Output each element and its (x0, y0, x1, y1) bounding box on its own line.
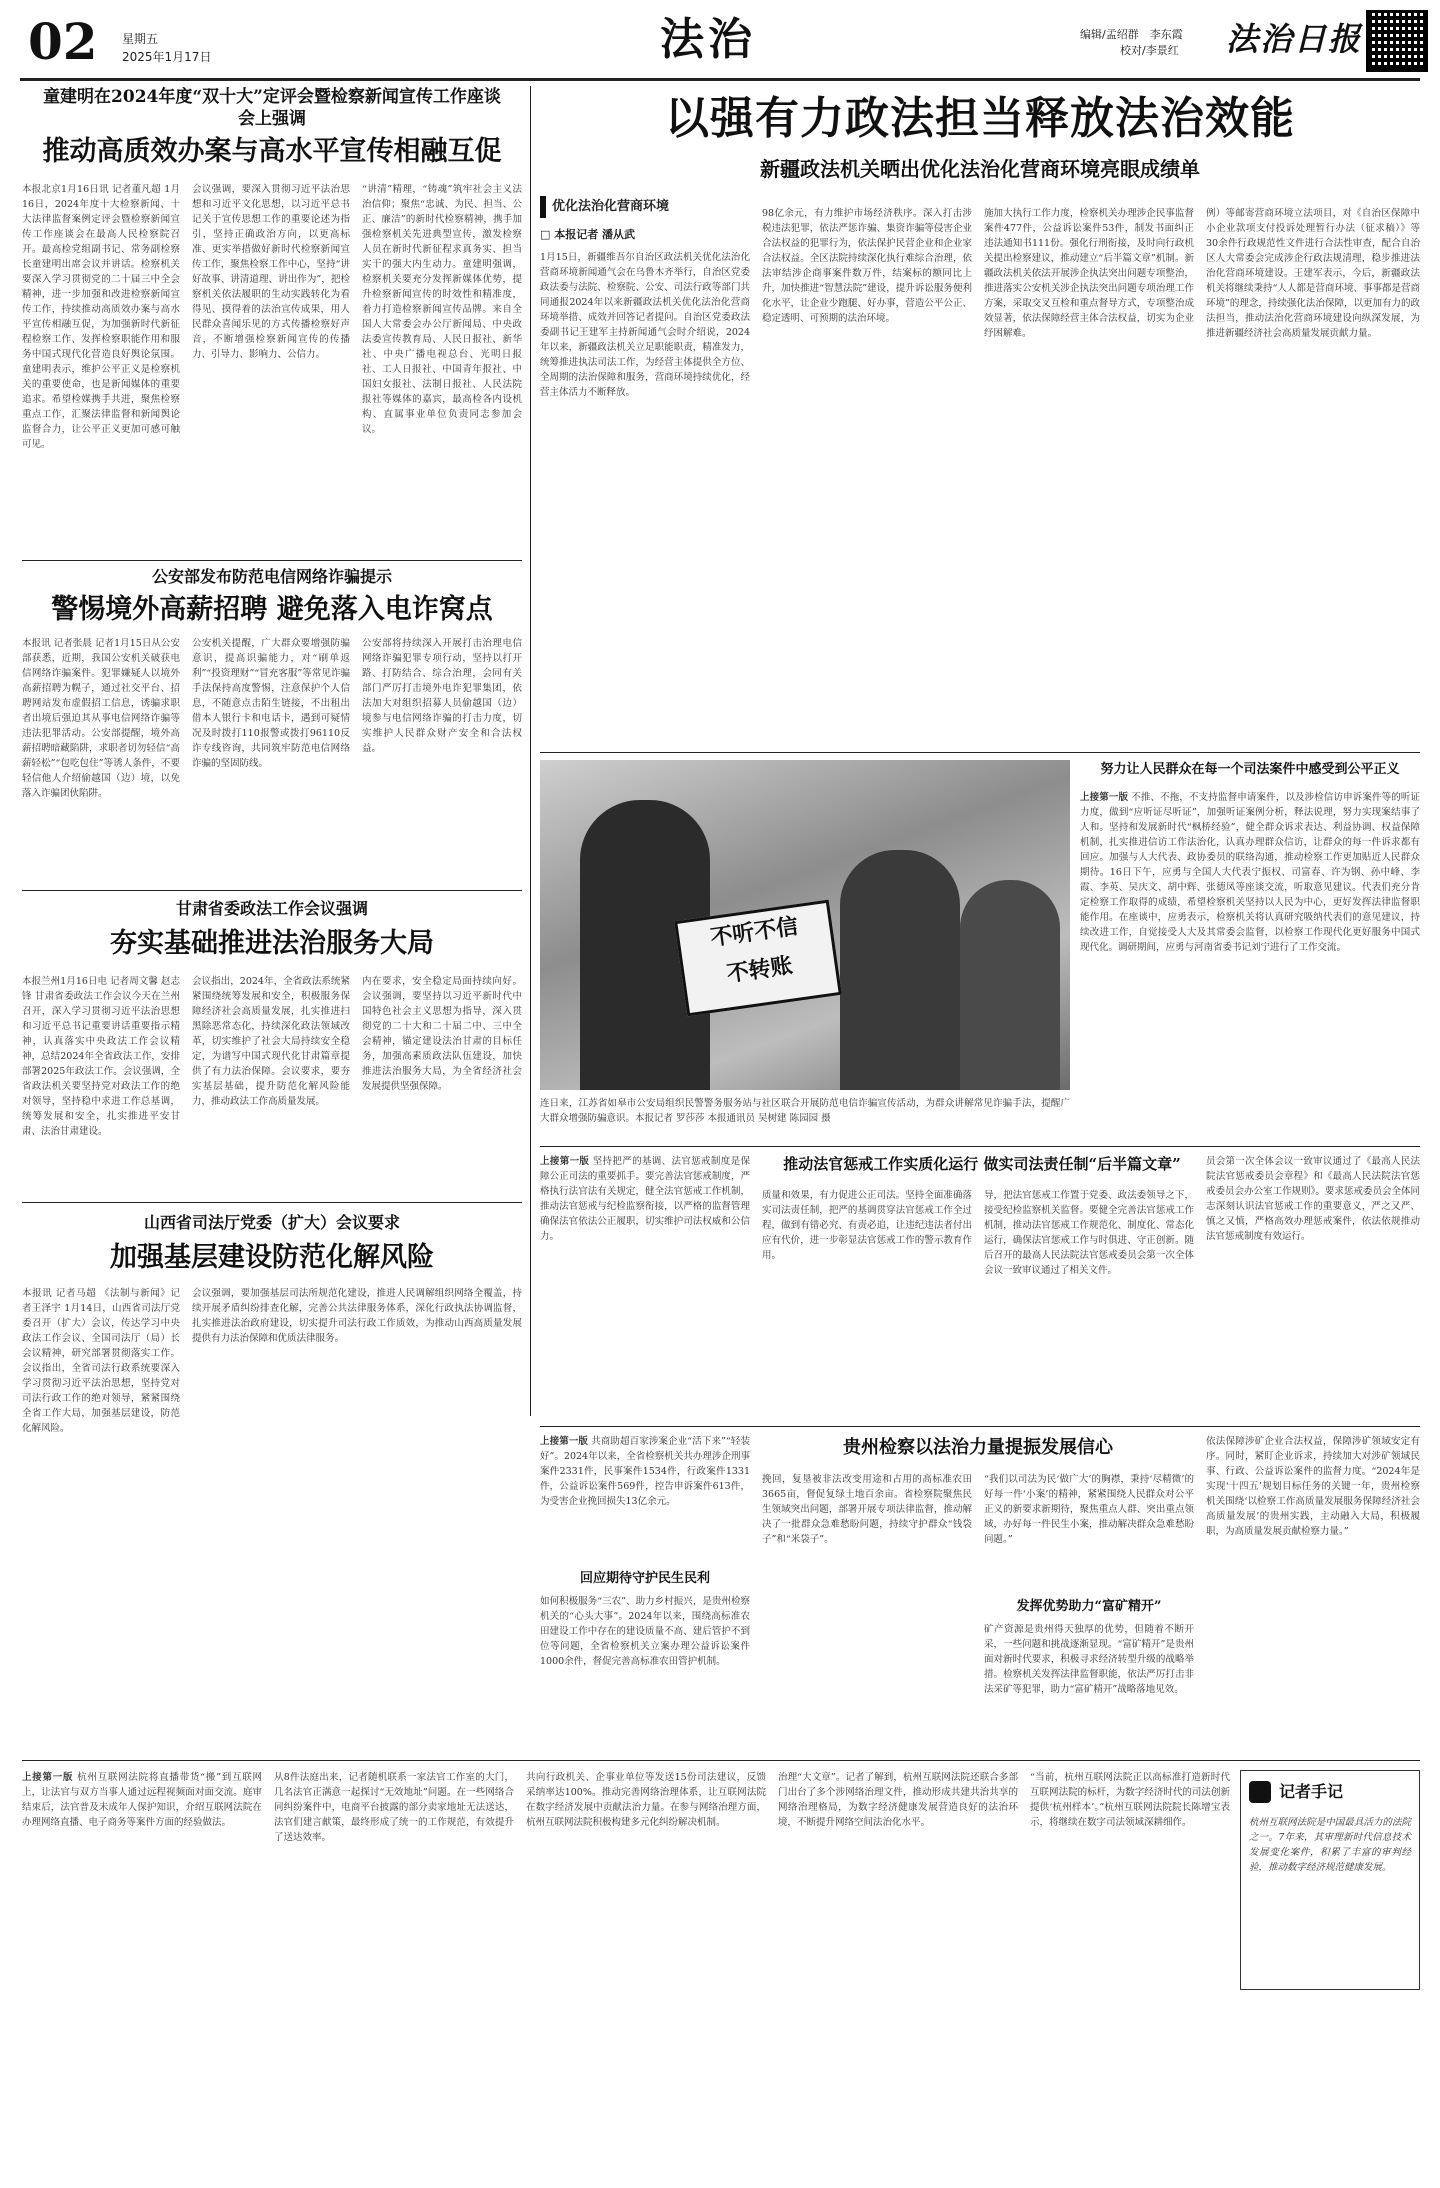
article-column: “当前，杭州互联网法院正以高标准打造新时代互联网法院的标杆，为数字经济时代的司法创新提供‘杭州样本’。”杭州互联网法院院长陈增宝表示，将继续在数字司法领域深耕细作。 (1030, 1772, 1230, 1828)
article-column: 如何积极服务“三农”、助力乡村振兴，是贵州检察机关的“心头大事”。2024年以来，围绕高标准农田建设工作中存在的建设质量不高、建后管护不到位等问题，全省检察机关立案办理公益诉讼案件1000余件，督促完善高标准农田管护机制。 (540, 1596, 750, 1667)
topic-tag (540, 196, 692, 218)
article-column: 本报北京1月16日讯 记者董凡超 1月16日，2024年度十大检察新闻、十大法律监督案例定评会暨检察新闻宣传工作座谈会在最高人民检察院召开。最高检党组副书记、常务副检察长童建明出席会议并讲话。检察机关要深入学习贯彻党的二十届三中全会精神，进一步加强和改进检察新闻宣传工作，持续推动高质效办案与高水平宣传相融互促，为加强新时代新征程检察工作、发挥检察职能作用和服务中国式现代化营造良好舆论氛围。童建明表示，维护公平正义是检察机关的重要使命，也是新闻媒体的重要追求。希望检媒携手共进，聚焦检察重点工作，汇聚法律监督和新闻舆论监督合力，让公平正义更加可感可触可见。 (22, 184, 180, 450)
lead-story-title: 以强有力政法担当释放法治效能 (665, 93, 1295, 144)
weekday: 星期五 (122, 32, 159, 46)
article-column: “我们以司法为民‘做广大’的胸襟，秉持‘尽精微’的好每一件‘小案’的精神，紧紧围绕人民群众对公平正义的新要求新期待，聚焦重点人群、突出重点领域，办好每一件民生小案，推动解决群众急难愁盼问题。” (984, 1474, 1194, 1545)
article-column (22, 1770, 262, 2170)
article-column: 本报讯 记者马超 《法制与新闻》记者王泽宇 1月14日，山西省司法厅党委召开（扩大）会议，传达学习中央政法工作会议、全国司法厅（局）长会议精神，研究部署贯彻落实工作。会议指出，全省司法行政系统要深入学习贯彻习近平法治思想，坚持党对司法行政工作的绝对领导，紧紧围绕全省工作大局，加强基层建设，防范化解风险。 (22, 1288, 180, 1434)
divider (22, 1760, 1420, 1761)
article-kicker: 甘肃省委政法工作会议强调 (175, 899, 368, 918)
article-body: 共商助超百家涉案企业“活下来”“轻装好”。2024年以来，全省检察机关共办理涉企刑事案件2331件，民事案件1534件，行政案件1331件，公益诉讼案件569件，控告申诉案件613件，为受害企业挽回损失13亿余元。 (540, 1436, 750, 1507)
divider (540, 752, 1420, 753)
divider (22, 560, 522, 561)
article-column: 公安部将持续深入开展打击治理电信网络诈骗犯罪专项行动，坚持以打开路、打防结合、综合治理，会同有关部门严厉打击境外电诈犯罪集团，依法加大对组织招募人员偷越国（边）境参与电信网络诈骗的打击力度，切实维护人民群众财产安全和合法权益。 (362, 638, 522, 754)
topic-tag-label: 优化法治化营商环境 (552, 199, 670, 214)
article-column: 本报讯 记者张晨 记者1月15日从公安部获悉，近期，我国公安机关破获电信网络诈骗案件。犯罪嫌疑人以境外高薪招聘为幌子，通过社交平台、招聘网站发布虚假招工信息，诱骗求职者出境后强迫其从事电信网络诈骗等违法犯罪活动。公安部提醒，境外高薪招聘暗藏陷阱，求职者切勿轻信“高薪轻松”“包吃包住”等诱人条件，不要轻信他人介绍偷越国（边）境，以免落入诈骗团伙陷阱。 (22, 638, 180, 799)
article-kicker: 童建明在2024年度“双十大”定评会暨检察新闻宣传工作座谈会上强调 (43, 87, 501, 129)
article-tongjianming (22, 86, 522, 556)
article-column: 本报兰州1月16日电 记者周文馨 赵志锋 甘肃省委政法工作会议今天在兰州召开，深入学习贯彻习近平法治思想和习近平总书记重要讲话重要指示精神，认真落实中央政法工作会议精神，总结2024年全省政法工作，安排部署2025年政法工作。会议强调，全省政法机关要坚持党对政法工作的绝对领导，坚持稳中求进工作总基调，统筹发展和安全，扎实推进平安甘肃、法治甘肃建设。 (22, 976, 180, 1137)
article-column: 98亿余元，有力维护市场经济秩序。深入打击涉税违法犯罪，依法严惩诈骗、集资诈骗等侵害企业合法权益的犯罪行为，依法保护民营企业和企业家合法权益。全区法院持续深化执行难综合治理，依法审结涉企商事案件数万件，结案标的额同比上升，加快推进“智慧法院”建设，提升诉讼服务便利化水平，让企业少跑腿、好办事，营造公平公正、稳定透明、可预期的法治环境。 (762, 208, 972, 324)
article-column (1080, 790, 1420, 1140)
article-column: 导，把法官惩戒工作置于党委、政法委领导之下，接受纪检监察机关监督。要健全完善法官惩戒工作机制，推动法官惩戒工作规范化、制度化、常态化运行，确保法官惩戒工作与时俱进、守正创新。随后召开的最高人民法院法官惩戒委员会第一次全体会议一致审议通过了相关文件。 (984, 1190, 1194, 1276)
sign-board (674, 900, 842, 1017)
article-column: 会议强调，要深入贯彻习近平法治思想和习近平文化思想，以习近平总书记关于宣传思想工作的重要论述为指引，坚持正确政治方向，以更高标准、更实举措做好新时代检察新闻宣传工作，聚焦检察工作中心，坚持“讲好故事、讲清道理、讲出作为”，把检察机关依法履职的生动实践转化为看得见、摸得着的法治宣传成果，用人民群众喜闻乐见的方式传播检察好声音，不断增强检察新闻宣传的传播力、引导力、影响力、公信力。 (192, 184, 350, 360)
editor-credit: 编辑/孟绍群 李东霞 (1080, 28, 1183, 41)
article-kicker: 山西省司法厅党委（扩大）会议要求 (143, 1213, 400, 1232)
masthead-rule (20, 78, 1420, 81)
article-column: 依法保障涉矿企业合法权益，保障涉矿领域安定有序。同时，紧盯企业诉求，持续加大对涉矿领域民事、行政、公益诉讼案件的监督力度。“2024年是实现‘十四五’规划目标任务的关键一年，贵州检察机关围绕‘以检察工作高质量发展服务保障经济社会高质量发展’的贵州实践，主动融入大局，积极履职，为高质量发展贡献检察力量。” (1206, 1436, 1420, 1537)
article-title: 推动法官惩戒工作实质化运行 做实司法责任制“后半篇文章” (783, 1155, 1181, 1173)
article-column: 从8件法庭出来，记者随机联系一家法官工作室的大门，几名法官正满意一起探讨“无效地址”问题。在一些网络合同纠纷案件中，电商平台披露的部分卖家地址无法送达，法官们建言献策，最终形成了统一的工作规范，有效提升了送达效率。 (274, 1772, 514, 1843)
article-column: 矿产资源是贵州得天独厚的优势，但随着不断开采，一些问题和挑战逐渐显现。“富矿精开”是贵州面对新时代要求，积极寻求经济转型升级的战略举措。检察机关发挥法律监督职能，依法严厉打击非法采矿等犯罪，助力“富矿精开”战略落地见效。 (984, 1624, 1194, 1695)
sign-text: 不转账 (725, 952, 795, 988)
article-column: 例）等邮寄营商环境立法项目，对《自治区保障中小企业款项支付投诉处理暂行办法（征求稿）》等30余件行政规范性文件进行合法性审查，配合自治区人大常委会完成涉企行政法规清理，稳步推进法治化营商环境建设。王建军表示，今后，新疆政法机关将继续秉持“人人都是营商环境、事事都是营商环境”的理念，持续强化法治保障，以更加有力的政法担当，推动法治化营商环境建设向纵深发展，为推进新疆经济社会高质量发展贡献力量。 (1206, 208, 1420, 339)
article-body: 杭州互联网法院将直播带货“搬”到互联网上，让法官与双方当事人通过远程视频面对面交流。庭审结束后，法官普及未成年人保护知识，介绍互联网法院在办理网络直播、电子商务等案件方面的经验做法。 (22, 1772, 262, 1828)
section-subhead: 回应期待守护民生民利 (579, 1571, 710, 1586)
masthead (0, 0, 1440, 90)
article-title: 加强基层建设防范化解风险 (110, 1242, 434, 1273)
continuation-label: 上接第一版 (22, 1772, 74, 1783)
reporter-notes-box (1240, 1770, 1420, 1990)
divider (22, 1202, 522, 1203)
column-separator (530, 86, 531, 1416)
sign-text: 不听不信 (708, 913, 800, 952)
lead-story-subtitle: 新疆政法机关晒出优化法治化营商环境亮眼成绩单 (760, 157, 1200, 181)
notes-title: 记者手记 (1279, 1782, 1344, 1801)
article-column: 公安机关提醒，广大群众要增强防骗意识，提高识骗能力，对“刷单返利”“投资理财”“冒充客服”等常见诈骗手法保持高度警惕，注意保护个人信息，不随意点击陌生链接，不出租出借本人银行卡和电话卡，遇到可疑情况及时拨打110报警或拨打96110反诈专线咨询，共同筑牢防范电信网络诈骗的坚固防线。 (192, 638, 350, 769)
article-gansu (22, 898, 522, 1198)
issue-date: 2025年1月17日 (122, 50, 212, 64)
article-title: 贵州检察以法治力量提振发展信心 (843, 1437, 1113, 1458)
article-title: 努力让人民群众在每一个司法案件中感受到公平正义 (1100, 762, 1400, 777)
article-column: 会议指出，2024年，全省政法系统紧紧围绕统筹发展和安全，积极服务保障经济社会高质量发展，扎实推进扫黑除恶常态化，持续深化政法领域改革，切实维护了社会大局持续安全稳定，为谱写中国式现代化甘肃篇章提供了有力法治保障。会议要求，要夯实基层基础，提升防范化解风险能力，推动政法工作高质量发展。 (192, 976, 350, 1107)
divider (540, 1146, 1420, 1147)
article-body: 不推、不拖，不支持监督申请案件，以及涉检信访申诉案件等的听证力度，做到“应听证尽听证”，加强听证案例分析，释法说理，努力实现案结事了人和。坚持和发展新时代“枫桥经验”，健全群众诉求表达、利益协调、权益保障机制，扎实推进信访工作法治化，认真办理群众信访，让群众的每一件诉求都有回应。加强与人大代表、政协委员的联络沟通，推动检察工作更加贴近人民群众期待。16日下午，应勇与全国人大代表宁振权、司富春、许为钢、孙中峰、李霞、李英、吴庆文、胡中辉、张德凤等座谈交流，听取意见建议。代表们充分肯定检察工作取得的成绩，希望检察机关坚持以人民为中心，更好发挥法律监督职能作用。在座谈中，应勇表示，检察机关将认真研究吸纳代表们的意见建议，持续改进工作，自觉接受人大及其常委会监督，以检察工作现代化更好服务中国式现代化。调研期间，应勇与河南省委书记刘宁进行了工作交流。 (1080, 792, 1420, 953)
article-kicker: 公安部发布防范电信网络诈骗提示 (151, 567, 392, 586)
news-photo (540, 760, 1070, 1090)
lead-story (540, 86, 1420, 746)
divider (540, 1426, 1420, 1427)
article-column: 施加大执行工作力度，检察机关办理涉企民事监督案件477件，公益诉讼案件53件，制发书面纠正违法通知书111份。强化行刑衔接，及时向行政机关提出检察建议，推动建立“后半篇文章”机制。新疆政法机关依法开展涉企执法突出问题专项整治，推进落实公安机关涉企执法突出问题专项治理工作方案，采取交叉互检和重点督导方式，专项整治成效显著，依法保障经营主体合法权益，切实为企业纾困解难。 (984, 208, 1194, 339)
article-column: 治理“大文章”。记者了解到，杭州互联网法院还联合多部门出台了多个涉网络治理文件，推动形成共建共治共享的网络治理格局，为数字经济健康发展营造良好的法治环境，不断提升网络空间法治化水平。 (778, 1772, 1018, 1828)
article-column: 质量和效果，有力促进公正司法。坚持全面准确落实司法责任制，把严的基调贯穿法官惩戒工作全过程，做到有错必究、有责必追，让违纪违法者付出应有代价，进一步彰显法官惩戒工作的警示教育作用。 (762, 1190, 972, 1261)
article-shanxi (22, 1212, 522, 1434)
article-anti-fraud (22, 566, 522, 886)
article-column: 员会第一次全体会议一致审议通过了《最高人民法院法官惩戒委员会章程》和《最高人民法院法官惩戒委员会办公室工作规则》。要求惩戒委员会全体同志深刻认识法官惩戒工作的重要意义，严之又严、慎之又慎，严格高效办理惩戒案件，依法依规推动法官惩戒制度有效运行。 (1206, 1156, 1420, 1242)
notes-icon (1249, 1781, 1271, 1803)
article-judge-discipline (540, 1152, 1420, 1422)
article-title: 警惕境外高薪招聘 避免落入电诈窝点 (51, 594, 493, 625)
notes-body: 杭州互联网法院是中国最具活力的法院之一。7年来，其审理新时代信息技术发展变化案件，积累了丰富的审判经验，推动数字经济规范健康发展。 (1249, 1817, 1411, 1873)
photo-figure (960, 880, 1060, 1090)
qr-code-icon (1366, 10, 1428, 72)
continuation-label: 上接第一版 (1080, 792, 1129, 803)
article-title: 推动高质效办案与高水平宣传相融互促 (42, 136, 502, 167)
article-column (540, 1154, 750, 1420)
byline: □ 本报记者 潘从武 (540, 228, 636, 241)
continuation-label: 上接第一版 (540, 1156, 590, 1167)
divider (22, 890, 522, 891)
continuation-label: 上接第一版 (540, 1436, 589, 1447)
photo-caption: 连日来，江苏省如皋市公安局组织民警警务服务站与社区联合开展防范电信诈骗宣传活动，为群众讲解常见诈骗手法，提醒广大群众增强防骗意识。本报记者 罗莎莎 本报通讯员 吴树建 陈园园 摄 (540, 1098, 1070, 1124)
article-column: 1月15日，新疆维吾尔自治区政法机关优化法治化营商环境新闻通气会在乌鲁木齐举行，自治区党委政法委与法院、检察院、公安、司法行政等部门共同通报2024年以来新疆政法机关优化法治化营商环境举措、成效并回答记者提问。自治区党委政法委副书记王建军主持新闻通气会时介绍说，2024年以来，新疆政法机关立足职能职责，精准发力，统筹推进执法司法工作，为经营主体提供全方位、全周期的法治保障和服务，营商环境持续优化，经营主体活力不断释放。 (540, 252, 750, 398)
article-column: 会议强调，要加强基层司法所规范化建设，推进人民调解组织网络全覆盖，持续开展矛盾纠纷排查化解，完善公共法律服务体系，深化行政执法协调监督，扎实推进法治政府建设，切实提升司法行政工作质效，为推动山西高质量发展提供有力法治保障和优质法律服务。 (192, 1288, 522, 1344)
article-column: 内在要求，安全稳定局面持续向好。会议强调，要坚持以习近平新时代中国特色社会主义思想为指导，深入贯彻党的二十大和二十届二中、三中全会精神，锚定建设法治甘肃的目标任务，加强高素质政法队伍建设，加快推进法治服务大局，为全省经济社会发展提供坚强保障。 (362, 976, 522, 1092)
photo-figure (840, 850, 960, 1090)
section-title: 法治 (660, 14, 756, 65)
page-number: 02 (28, 12, 98, 71)
article-hangzhou (22, 1768, 1420, 2178)
article-column: 挽回，复垦被非法改变用途和占用的高标准农田3665亩，督促复绿土地百余亩。省检察院聚焦民生领域突出问题，部署开展专项法律监督，推动解决了一批群众急难愁盼问题，持续守护群众“钱袋子”和“米袋子”。 (762, 1474, 972, 1545)
article-fairness (1080, 760, 1420, 1140)
article-column: “讲清”精理，“铸魂”筑牢社会主义法治信仰；聚焦“忠诚、为民、担当、公正、廉洁”的新时代检察精神，携手加强检察机关先进典型宣传，激发检察人员在新时代新征程求真务实、担当实干的强大内生动力。童建明强调，检察机关要充分发挥新媒体优势，提升检察新闻宣传的时效性和精准度，着力打造检察新闻宣传品牌。来自全国人大常委会办公厅新闻局、中央政法委宣传教育局、人民日报社、新华社、中央广播电视总台、光明日报社、工人日报社、中国青年报社、中国妇女报社、法制日报社、人民法院报社等媒体的嘉宾，最高检各内设机构、直属事业单位负责同志参加会议。 (362, 184, 522, 435)
article-column: 共向行政机关、企事业单位等发送15份司法建议，反馈采纳率达100%。推动完善网络治理体系，让互联网法院在数字经济发展中贡献法治力量。在参与网络治理方面，杭州互联网法院积极构建多元化纠纷解决机制。 (526, 1772, 766, 1828)
article-body: 坚持把严的基调、法官惩戒制度是保障公正司法的重要抓手。要完善法官惩戒制度，严格执行法官法有关规定，健全法官惩戒工作机制，推动法官惩戒与纪检监察衔接，以严格的监督管理确保法官依法公正履职，切实维护司法权威和公信力。 (540, 1156, 750, 1242)
section-subhead: 发挥优势助力“富矿精开” (1016, 1599, 1162, 1614)
article-title: 夯实基础推进法治服务大局 (110, 928, 434, 959)
newspaper-logo: 法治日报 (1226, 20, 1363, 58)
article-column (540, 1434, 750, 1564)
proof-credit: 校对/李景红 (1120, 44, 1179, 57)
